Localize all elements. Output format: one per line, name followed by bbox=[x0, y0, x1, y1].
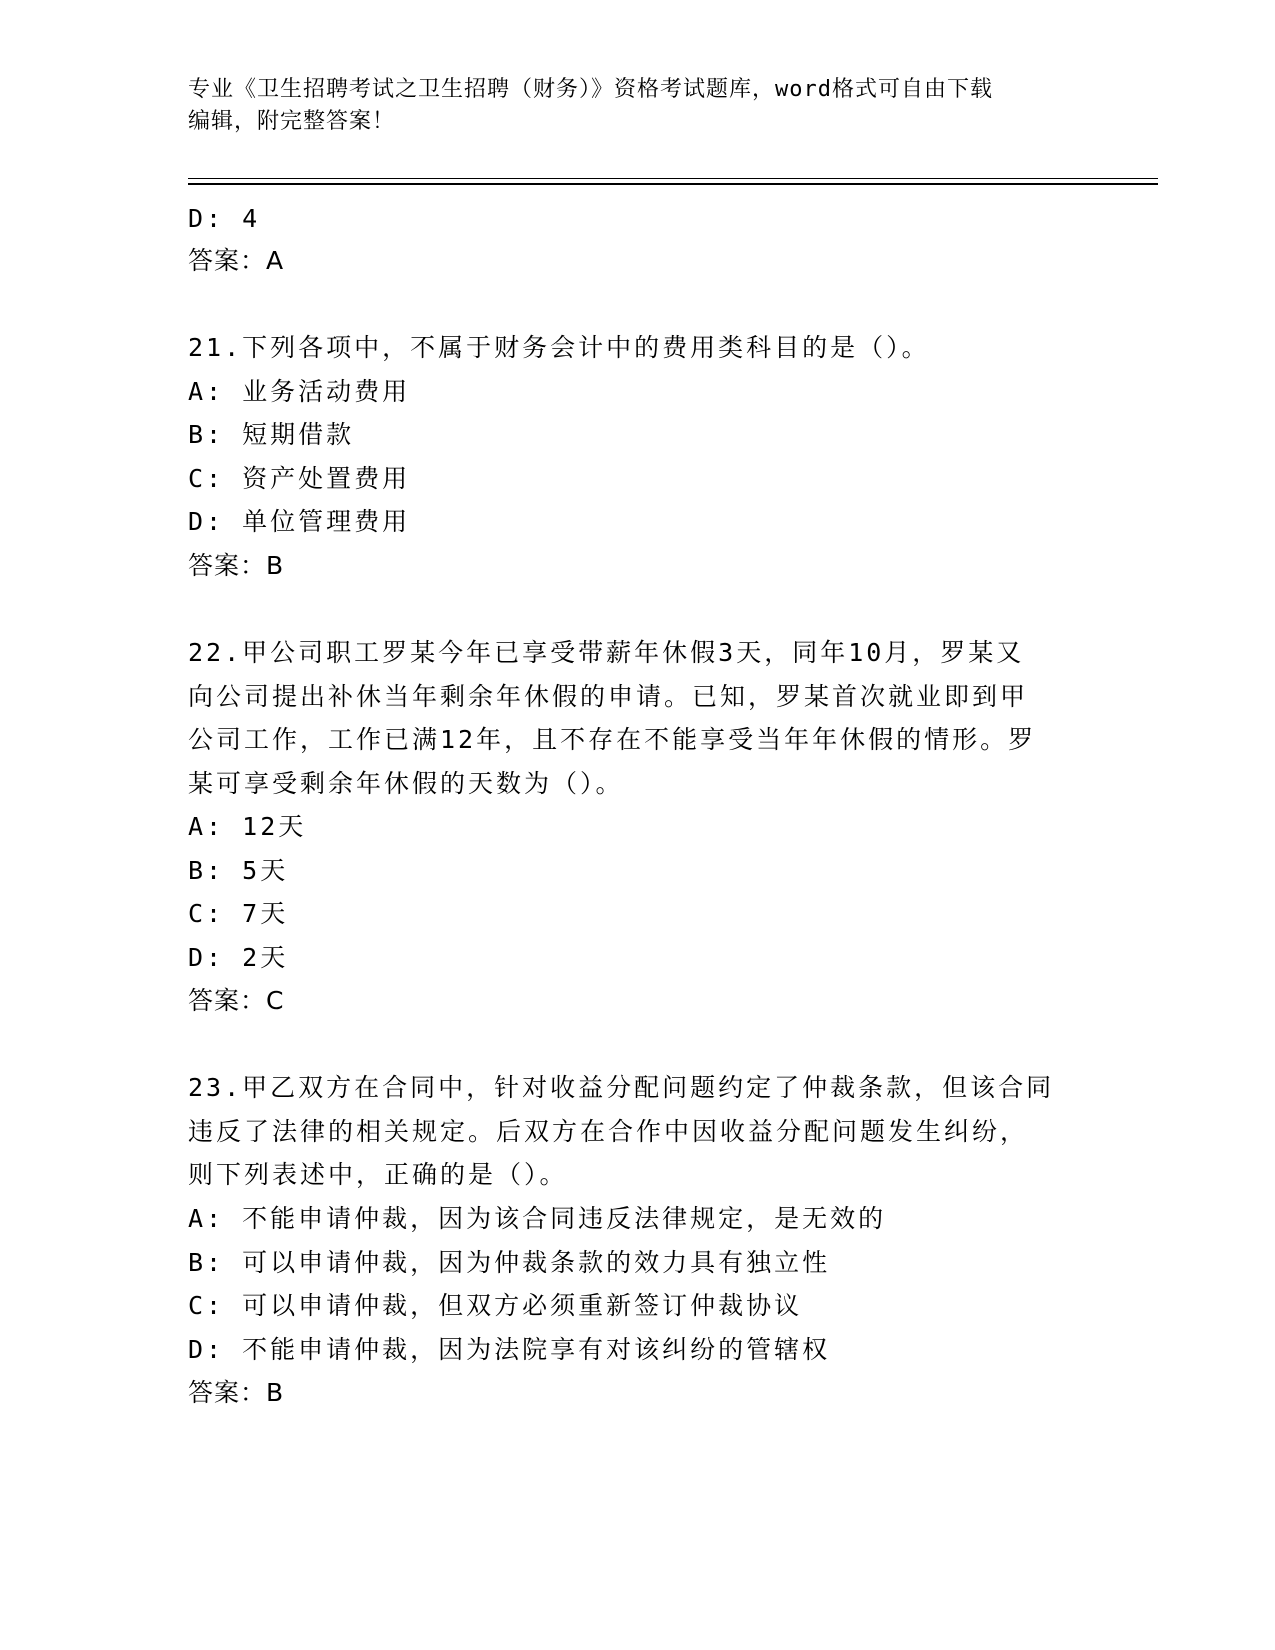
question-22-stem-line-3: 公司工作，工作已满12年，且不存在不能享受当年年休假的情形。罗 bbox=[188, 725, 1037, 754]
question-22-answer: 答案：C bbox=[188, 986, 285, 1015]
question-22-stem-line-1: 22.甲公司职工罗某今年已享受带薪年休假3天，同年10月，罗某又 bbox=[188, 638, 1025, 667]
question-21-stem: 21.下列各项中，不属于财务会计中的费用类科目的是（）。 bbox=[188, 333, 930, 362]
header-rule-thick bbox=[188, 183, 1158, 185]
question-23-stem-line-3: 则下列表述中，正确的是（）。 bbox=[188, 1160, 568, 1189]
question-22-stem-line-4: 某可享受剩余年休假的天数为（）。 bbox=[188, 769, 624, 798]
question-23-stem-line-2: 违反了法律的相关规定。后双方在合作中因收益分配问题发生纠纷， bbox=[188, 1117, 1029, 1146]
document-header bbox=[188, 74, 1068, 138]
question-21-option-b: B: 短期借款 bbox=[188, 420, 355, 449]
question-23-answer: 答案：B bbox=[188, 1378, 285, 1407]
header-rule-thin bbox=[188, 178, 1158, 179]
question-23-option-c: C: 可以申请仲裁，但双方必须重新签订仲裁协议 bbox=[188, 1291, 803, 1320]
question-22-option-b: B: 5天 bbox=[188, 856, 289, 885]
question-23-option-d: D: 不能申请仲裁，因为法院享有对该纠纷的管辖权 bbox=[188, 1335, 831, 1364]
header-title-line-2: 编辑，附完整答案！ bbox=[188, 109, 396, 134]
question-21-option-c: C: 资产处置费用 bbox=[188, 464, 411, 493]
question-22-stem-line-2: 向公司提出补休当年剩余年休假的申请。已知，罗某首次就业即到甲 bbox=[188, 682, 1029, 711]
question-22-option-d: D: 2天 bbox=[188, 943, 289, 972]
question-21-option-a: A: 业务活动费用 bbox=[188, 377, 411, 406]
prev-answer: 答案：A bbox=[188, 246, 285, 275]
prev-option-d: D: 4 bbox=[188, 204, 261, 233]
question-21-answer: 答案：B bbox=[188, 551, 285, 580]
question-23-stem-line-1: 23.甲乙双方在合同中，针对收益分配问题约定了仲裁条款，但该合同 bbox=[188, 1073, 1055, 1102]
question-23-option-b: B: 可以申请仲裁，因为仲裁条款的效力具有独立性 bbox=[188, 1248, 831, 1277]
question-22-option-a: A: 12天 bbox=[188, 812, 307, 841]
question-23-option-a: A: 不能申请仲裁，因为该合同违反法律规定，是无效的 bbox=[188, 1204, 887, 1233]
header-title-line-1: 专业《卫生招聘考试之卫生招聘（财务）》资格考试题库，word格式可自由下载 bbox=[188, 77, 993, 102]
question-21-option-d: D: 单位管理费用 bbox=[188, 507, 411, 536]
question-22-option-c: C: 7天 bbox=[188, 899, 289, 928]
